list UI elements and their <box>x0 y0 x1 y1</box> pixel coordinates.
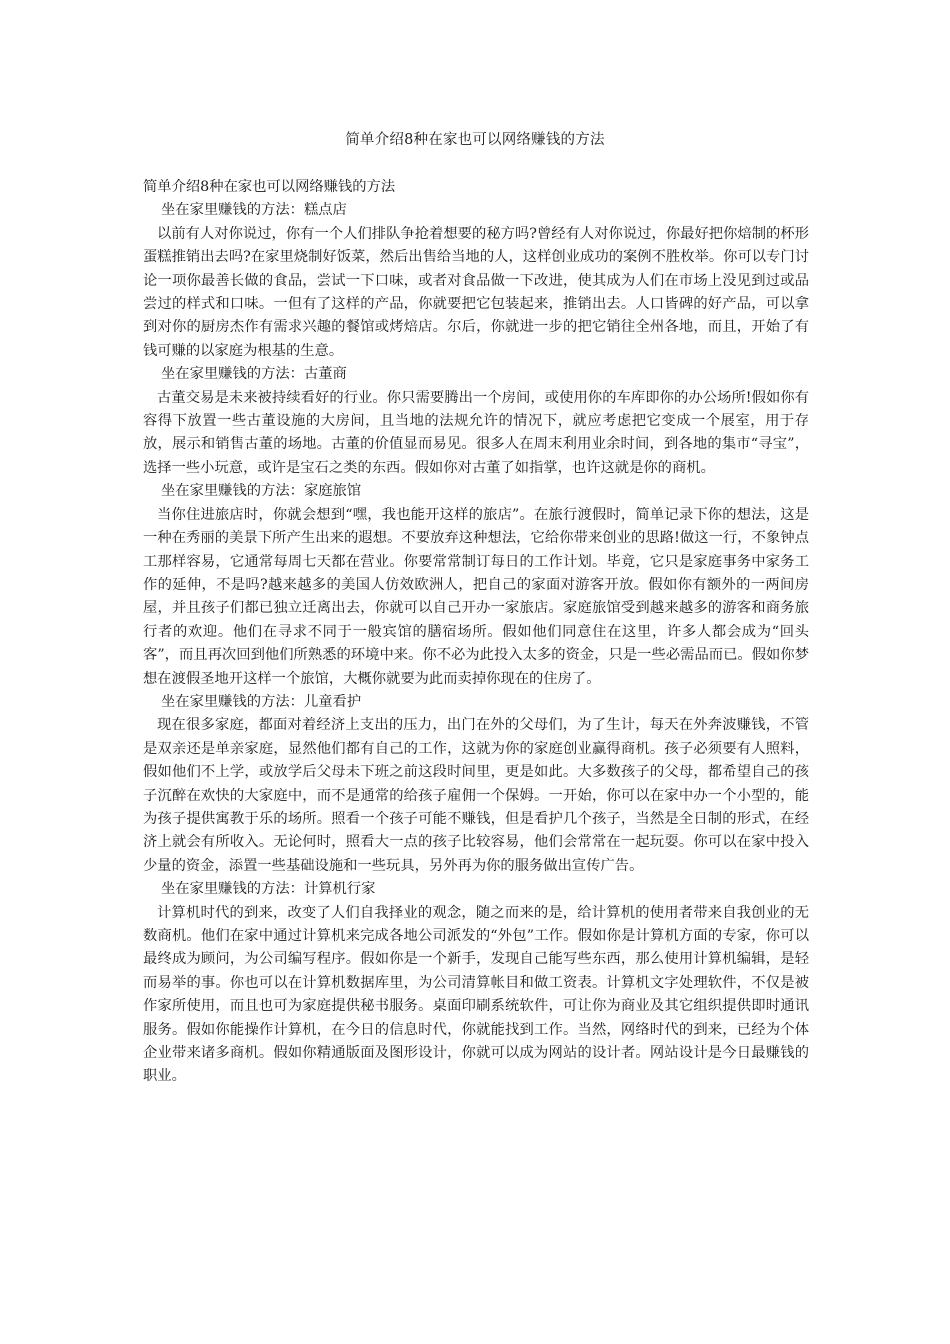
section-heading-child-care: 坐在家里赚钱的方法：儿童看护 <box>161 693 362 710</box>
section-heading-computer-expert: 坐在家里赚钱的方法：计算机行家 <box>161 881 376 898</box>
section-body-computer-expert: 计算机时代的到来，改变了人们自我择业的观念，随之而来的是，给计算机的使用者带来自我创业的无数商机。他们在家中通过计算机来完成各地公司派发的“外包”工作。假如你是计算机方面的专家，你可以最终成为顾问，为公司编写程序。假如你是一个新手，发现自己能写些东西，那么使用计算机编辑，是轻而易举的事。你也可以在计算机数据库里，为公司清算帐目和做工资表。计算机文字处理软件，不仅是被作家所使用，而且也可为家庭提供秘书服务。桌面印刷系统软件，可让你为商业及其它组织提供即时通讯服务。假如你能操作计算机，在今日的信息时代，你就能找到工作。当然，网络时代的到来，已经为个体企业带来诸多商机。假如你精通版面及图形设计，你就可以成为网站的设计者。网站设计是今日最赚钱的职业。 <box>143 904 809 1085</box>
document-subtitle: 简单介绍8种在家也可以网络赚钱的方法 <box>143 179 396 195</box>
document-body <box>143 176 809 1089</box>
section-body-antique-dealer: 古董交易是未来被持续看好的行业。你只需要腾出一个房间，或使用你的车库即你的办公场所!假如你有容得下放置一些古董设施的大房间，且当地的法规允许的情况下，就应考虑把它变成一个展室，用于存放，展示和销售古董的场地。古董的价值显而易见。很多人在周末利用业余时间，到各地的集市“寻宝”，选择一些小玩意，或许是宝石之类的东西。假如你对古董了如指掌，也许这就是你的商机。 <box>143 389 809 476</box>
section-heading-family-inn: 坐在家里赚钱的方法：家庭旅馆 <box>161 483 362 500</box>
section-body-child-care: 现在很多家庭，都面对着经济上支出的压力，出门在外的父母们，为了生计，每天在外奔波赚钱，不管是双亲还是单亲家庭，显然他们都有自己的工作，这就为你的家庭创业赢得商机。孩子必须要有人照料，假如他们不上学，或放学后父母未下班之前这段时间里，更是如此。大多数孩子的父母，都希望自己的孩子沉醉在欢快的大家庭中，而不是通常的给孩子雇佣一个保姆。一开始，你可以在家中办一个小型的，能为孩子提供寓教于乐的场所。照看一个孩子可能不赚钱，但是看护几个孩子，当然是全日制的形式，在经济上就会有所收入。无论何时，照看大一点的孩子比较容易，他们会常常在一起玩耍。你可以在家中投入少量的资金，添置一些基础设施和一些玩具，另外再为你的服务做出宣传广告。 <box>143 717 809 874</box>
document-title: 简单介绍8种在家也可以网络赚钱的方法 <box>345 132 605 148</box>
section-body-pastry-shop: 以前有人对你说过，你有一个人们排队争抢着想要的秘方吗?曾经有人对你说过，你最好把你焙制的杯形蛋糕推销出去吗?在家里烧制好饭菜，然后出售给当地的人，这样创业成功的案例不胜枚举。你可以专门讨论一项你最善长做的食品，尝试一下口味，或者对食品做一下改进，使其成为人们在市场上没见到过或品尝过的样式和口味。一但有了这样的产品，你就要把它包装起来，推销出去。人口皆碑的好产品，可以拿到对你的厨房杰作有需求兴趣的餐馆或烤焙店。尔后，你就进一步的把它销往全州各地，而且，开始了有钱可赚的以家庭为根基的生意。 <box>143 225 809 359</box>
section-body-family-inn: 当你住进旅店时，你就会想到“嘿，我也能开这样的旅店”。在旅行渡假时，简单记录下你的想法，这是一种在秀丽的美景下所产生出来的遐想。不要放弃这种想法，它给你带来创业的思路!做这一行，不象钟点工那样容易，它通常每周七天都在营业。你要常常制订每日的工作计划。毕竟，它只是家庭事务中家务工作的延伸，不是吗?越来越多的美国人仿效欧洲人，把自己的家面对游客开放。假如你有额外的一两间房屋，并且孩子们都已独立迁离出去，你就可以自己开办一家旅店。家庭旅馆受到越来越多的游客和商务旅行者的欢迎。他们在寻求不同于一般宾馆的膳宿场所。假如他们同意住在这里，许多人都会成为“回头客”，而且再次回到他们所熟悉的环境中来。你不必为此投入太多的资金，只是一些必需品而已。假如你梦想在渡假圣地开这样一个旅馆，大概你就要为此而卖掉你现在的住房了。 <box>143 506 809 687</box>
section-heading-pastry-shop: 坐在家里赚钱的方法：糕点店 <box>161 202 347 219</box>
section-heading-antique-dealer: 坐在家里赚钱的方法：古董商 <box>161 366 347 383</box>
